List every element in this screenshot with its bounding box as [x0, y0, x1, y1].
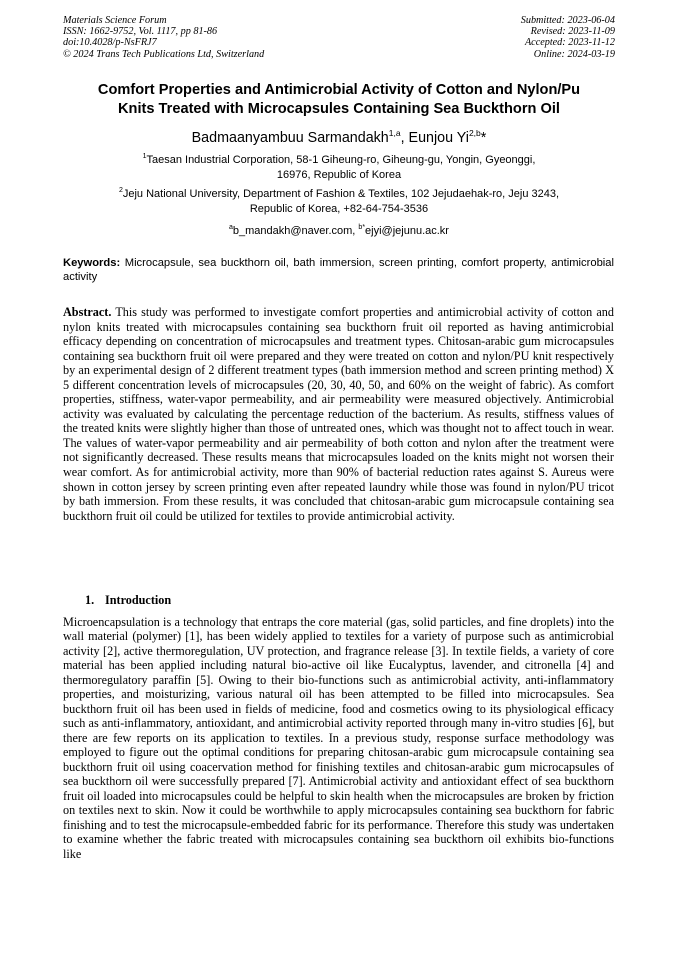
paper-title [40, 81, 638, 119]
affiliation-2 [70, 184, 608, 216]
affiliation-1 [70, 150, 608, 182]
abstract [63, 305, 614, 523]
date-revised: Revised: 2023-11-09 [530, 26, 615, 38]
journal-name: Materials Science Forum [63, 15, 167, 26]
author-separator: , [400, 130, 409, 146]
keywords-text: Microcapsule, sea buckthorn oil, bath immersion, screen printing, comfort property, antimicrobial activity [63, 257, 614, 284]
email-b-mark: b* [358, 224, 366, 231]
journal-copyright: © 2024 Trans Tech Publications Ltd, Switzerland [63, 48, 265, 60]
author-1-affiliation-mark: 1,a [388, 128, 401, 138]
author-list [40, 124, 638, 147]
journal-doi: doi:10.4028/p-NsFRJ7 [63, 37, 157, 49]
author-1-name: Badmaanyambuu Sarmandakh [191, 130, 389, 146]
introduction-paragraph: Microencapsulation is a technology that entraps the core material (gas, solid particles, and fine droplets) into the wall material (polymer) [1], has been widely applied to textiles for a variety of purpose such as antimicrobial activity [2], active thermoregulation, UV protection, and fragrance release [3]. In textile fields, a variety of core material has been applied including natural bio-active oil like Eucalyptus, lavender, and citronella [4] and thermoregulatory paraffin [5]. Owing to their bio-functions such as antimicrobial activity, anti-inflammatory properties, and moisturizing, various natural oil has been attempted to be filled into microcapsules. Sea buckthorn fruit oil has been used in fields of medicine, food and cosmetics owing to its physiological efficacy such as anti-inflammatory, antioxidant, and antimicrobial activity reported through many in-vitro studies [6], but there are few reports on its application to textiles. In a previous study, response surface methodology was employed to figure out the optimal conditions for preparing chitosan-arabic gum microcapsule containing sea buckthorn fruit oil using coacervation method for finishing textiles and chitosan-arabic gum microcapsules of sea buckthorn oil were successfully prepared [7]. Antimicrobial activity and antioxidant effect of sea buckthorn fruit oil loaded into microcapsules could be helpful to skin health when the microcapsules are broken by friction on textiles next to skin. Now it could be worthwhile to apply microcapsules containing sea buckthorn for fabric finishing and to test the microcapsule-embedded fabric for its performance. Therefore this study was undertaken to examine whether the fabric treated with microcapsules containing sea buckthorn oil exhibits bio-functions like [63, 615, 614, 861]
affiliation-1-line-1: Taesan Industrial Corporation, 58-1 Giheung-ro, Giheung-gu, Yongin, Gyeonggi, [146, 154, 536, 166]
affiliation-2-mark: 2 [118, 187, 123, 194]
title-line-2: Knits Treated with Microcapsules Containing Sea Buckthorn Oil [118, 101, 560, 117]
author-2-affiliation-mark: 2,b [468, 128, 481, 138]
abstract-label: Abstract. [63, 305, 112, 319]
publication-dates [521, 15, 615, 60]
email-a-mark: a [229, 224, 233, 231]
keywords [63, 256, 614, 285]
affiliation-1-line-2: 16976, Republic of Korea [276, 168, 402, 181]
affiliation-1-mark: 1 [142, 153, 147, 160]
section-number: 1. [85, 593, 95, 607]
affiliation-2-line-2: Republic of Korea, +82-64-754-3536 [249, 202, 429, 215]
email-b[interactable]: ejyi@jejunu.ac.kr [365, 225, 449, 237]
date-accepted: Accepted: 2023-11-12 [524, 37, 615, 49]
date-online: Online: 2024-03-19 [533, 48, 615, 60]
title-line-1: Comfort Properties and Antimicrobial Activity of Cotton and Nylon/Pu [97, 82, 581, 98]
journal-issn: ISSN: 1662-9752, Vol. 1117, pp 81-86 [63, 26, 218, 38]
section-title: Introduction [105, 593, 172, 607]
corresponding-author-mark: * [480, 130, 487, 146]
section-heading-introduction [85, 593, 171, 608]
journal-info [63, 15, 264, 60]
email-a[interactable]: b_mandakh@naver.com, [232, 225, 359, 237]
author-emails [70, 221, 608, 238]
abstract-text: This study was performed to investigate comfort properties and antimicrobial activity of cotton and nylon knits treated with microcapsules containing sea buckthorn fruit oil reported as having antimicrobial efficacy depending on concentration of microcapsules and treatment types. Chitosan-arabic gum microcapsules containing sea buckthorn fruit oil were prepared and they were treated on cotton and nylon/PU knit respectively by an experimental design of 2 different treatment types (bath immersion method and screen printing method) X 5 different concentration levels of microcapsules (20, 30, 40, 50, and 60% on the weight of fabric). As comfort properties, stiffness, water-vapor permeability, and air permeability were measured objectively. Antimicrobial activity was evaluated by calculating the percentage reduction of the bacterium. As results, stiffness values of the treated knits were slightly higher than those of untreated ones, which was thought not to affect touch in wear. The values of water-vapor permeability and air permeability of both cotton and nylon after the treatment were not significantly decreased. These results means that microcapsules loaded on the knits might not worsen their wear comfort. As for antimicrobial activity, more than 90% of bacterial reduction rates against S. Aureus were shown in cotton jersey by screen printing even after repeated laundry while those was found in nylon/PU tricot by bath immersion. From these results, it was concluded that chitosan-arabic gum microcapsule containing sea buckthorn fruit oil could be utilized for textiles to provide antimicrobial activity. [63, 305, 614, 523]
author-2-name: Eunjou Yi [408, 130, 469, 146]
affiliation-2-line-1: Jeju National University, Department of Fashion & Textiles, 102 Jejudaehak-ro, Jeju 3243, [122, 188, 560, 200]
date-submitted: Submitted: 2023-06-04 [520, 15, 615, 26]
keywords-label: Keywords: [63, 257, 121, 269]
